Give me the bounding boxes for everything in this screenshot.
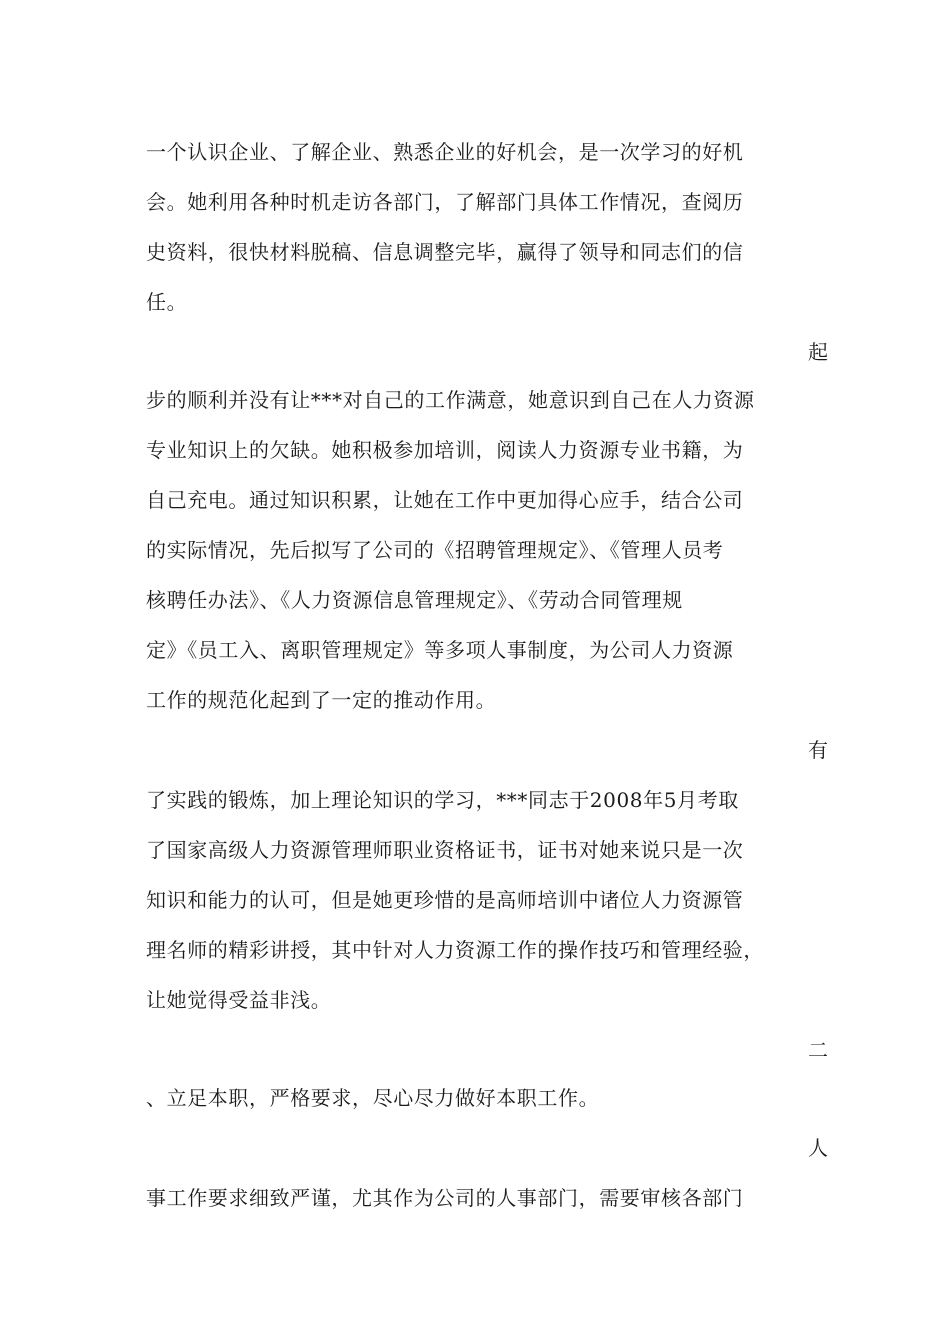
body-text-line: 会。她利用各种时机走访各部门，了解部门具体工作情况，查阅历 <box>146 190 744 214</box>
body-text-line: 定》《员工入、离职管理规定》等多项人事制度，为公司人力资源 <box>146 638 734 662</box>
body-text-line: 自己充电。通过知识积累，让她在工作中更加得心应手，结合公司 <box>146 488 744 512</box>
body-text-line: 核聘任办法》、《人力资源信息管理规定》、《劳动合同管理规 <box>146 588 683 612</box>
paragraph-lead-character: 有 <box>808 738 828 762</box>
paragraph-lead-character: 人 <box>808 1136 828 1160</box>
body-text-line: 一个认识企业、了解企业、熟悉企业的好机会，是一次学习的好机 <box>146 140 744 164</box>
body-text-line: 了实践的锻炼，加上理论知识的学习，***同志于2008年5月考取 <box>146 788 739 812</box>
body-text-line: 事工作要求细致严谨，尤其作为公司的人事部门，需要审核各部门 <box>146 1186 744 1210</box>
body-text-line: 史资料，很快材料脱稿、信息调整完毕，赢得了领导和同志们的信 <box>146 240 744 264</box>
body-text-line: 专业知识上的欠缺。她积极参加培训，阅读人力资源专业书籍，为 <box>146 438 744 462</box>
body-text-line: 步的顺利并没有让***对自己的工作满意，她意识到自己在人力资源 <box>146 388 755 412</box>
body-text-line: 让她觉得受益非浅。 <box>146 988 332 1012</box>
body-text-line: 了国家高级人力资源管理师职业资格证书，证书对她来说只是一次 <box>146 838 744 862</box>
paragraph-lead-character: 二 <box>808 1038 828 1062</box>
body-text-line: 理名师的精彩讲授，其中针对人力资源工作的操作技巧和管理经验， <box>146 938 764 962</box>
body-text-line: 任。 <box>146 290 188 314</box>
body-text-line: 工作的规范化起到了一定的推动作用。 <box>146 688 497 712</box>
body-text-line: 的实际情况，先后拟写了公司的《招聘管理规定》、《管理人员考 <box>146 538 724 562</box>
paragraph-lead-character: 起 <box>808 340 828 364</box>
body-text-line: 、立足本职，严格要求，尽心尽力做好本职工作。 <box>146 1086 600 1110</box>
body-text-line: 知识和能力的认可，但是她更珍惜的是高师培训中诸位人力资源管 <box>146 888 744 912</box>
